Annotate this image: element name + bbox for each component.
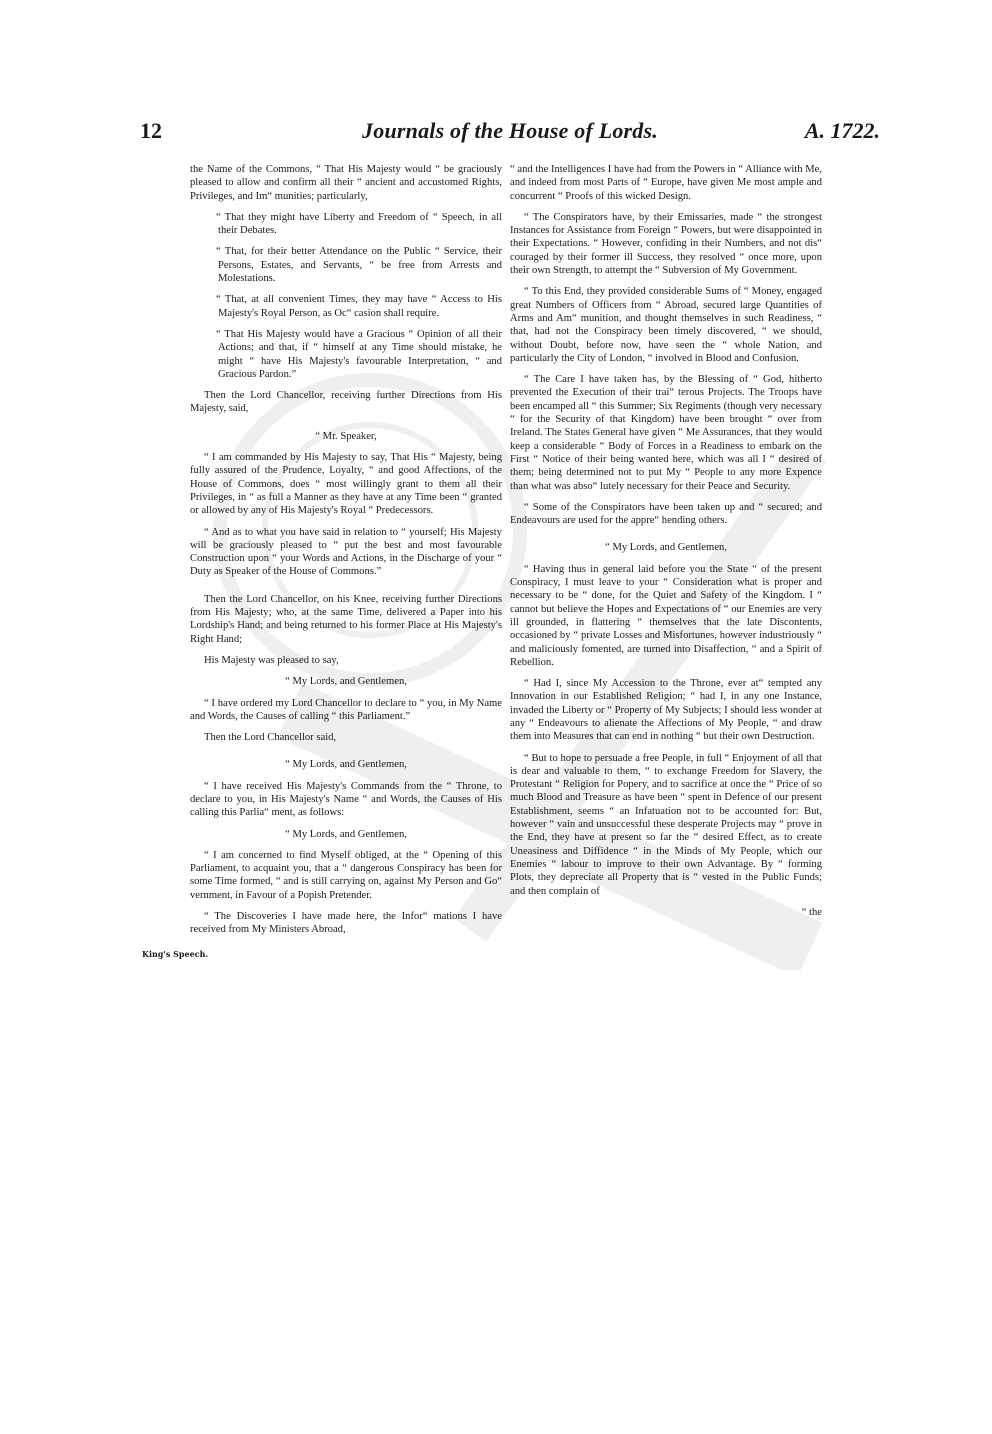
paragraph: “ Some of the Conspirators have been taken up and “ secured; and Endeavours are used for the appre“ hending others. xyxy=(510,501,822,527)
margin-note: King's Speech. xyxy=(142,949,209,959)
paragraph: “ That, for their better Attendance on the Public “ Service, their Persons, Estates, and Servants, “ be free from Arrests and Molestations. xyxy=(216,246,502,285)
paragraph: Then the Lord Chancellor, receiving further Directions from His Majesty, said, xyxy=(190,390,502,415)
paragraph: “ The Discoveries I have made here, the Infor“ mations I have received from My Ministers Abroad, xyxy=(190,911,502,936)
paragraph: “ I am concerned to find Myself obliged, at the “ Opening of this Parliament, to acquaint you, that a “ dangerous Conspiracy has been for some Time formed, “ and is still carrying on, against My Person and Go“ vernment, in Favour of a Popish Pretender. xyxy=(190,849,502,901)
paragraph: “ My Lords, and Gentlemen, xyxy=(605,542,727,554)
paragraph: “ Mr. Speaker, xyxy=(315,430,377,442)
paragraph: His Majesty was pleased to say, xyxy=(204,654,339,666)
paragraph: “ The Care I have taken has, by the Blessing of “ God, hitherto prevented the Execution of their trai“ terous Projects. The Troops have been encamped all “ this Summer; Six Regiments (though very necessary “ for the Security of that Kingdom) have been brought “ over from Ireland. The States General have given “ Me Assurances, that they would keep a considerable “ Body of Forces in a Readiness to embark on the First “ Notice of their being wanted here, which was all I “ desired of them; being determined not to put My “ People to any more Expence than what was abso“ lutely necessary for their Peace and Security. xyxy=(510,374,822,492)
paragraph: “ That they might have Liberty and Freedom of “ Speech, in all their Debates. xyxy=(216,211,502,237)
paragraph: “ I have ordered my Lord Chancellor to declare to “ you, in My Name and Words, the Causes of calling “ this Parliament.” xyxy=(190,697,502,722)
paragraph: the Name of the Commons, “ That His Majesty would “ be graciously pleased to allow and confirm all their “ ancient and accustomed Rights, Privileges, and Im“ munities; particularly, xyxy=(190,164,502,202)
left-column xyxy=(190,163,502,945)
paragraph: Then the Lord Chancellor, on his Knee, receiving further Directions from His Majesty; who, at the same Time, delivered a Paper into his Lordship's Hand; and being returned to his former Place at His Majesty's Right Hand; xyxy=(190,593,502,645)
paragraph: Then the Lord Chancellor said, xyxy=(204,732,337,744)
paragraph: “ That His Majesty would have a Gracious “ Opinion of all their Actions; and that, if “ himself at any Time should mistake, he might “ have His Majesty's favourable Interpretation, “ and Gracious Pardon.” xyxy=(216,328,502,380)
page-number: 12 xyxy=(140,118,162,143)
paragraph: “ My Lords, and Gentlemen, xyxy=(285,828,407,840)
paragraph: “ My Lords, and Gentlemen, xyxy=(285,759,407,771)
paragraph: “ Having thus in general laid before you the State “ of the present Conspiracy, I must leave to your “ Consideration what is proper and necessary to be “ done, for the Quiet and Safety of the Kingdom. I “ cannot but believe the Hopes and Expectations of “ our Enemies are very ill grounded, in flattering “ themselves that the late Discontents, occasioned by “ private Losses and Misfortunes, however industriously “ and maliciously fomented, are turned into Disaffection, “ and a Spirit of Rebellion. xyxy=(510,563,822,668)
paragraph: “ My Lords, and Gentlemen, xyxy=(285,676,407,688)
paragraph: “ I am commanded by His Majesty to say, That His “ Majesty, being fully assured of the Prudence, Loyalty, “ and good Affections, of the House of Commons, does “ most willingly grant to them all their Privileges, in “ as full a Manner as they have at any Time been “ granted or allowed by any of His Majesty's Royal “ Predecessors. xyxy=(190,452,502,517)
catchword: “ the xyxy=(801,906,822,918)
paragraph: “ and the Intelligences I have had from the Powers in “ Alliance with Me, and indeed from most Parts of “ Europe, have given Me most ample and concurrent “ Proofs of this wicked Design. xyxy=(510,164,822,202)
paragraph: “ That, at all convenient Times, they may have “ Access to His Majesty's Royal Person, as Oc“ casion shall require. xyxy=(216,294,502,319)
right-column xyxy=(510,163,822,919)
paragraph: “ Had I, since My Accession to the Throne, ever at“ tempted any Innovation in our Established Religion; “ had I, in any one Instance, invaded the Liberty or “ Property of My Subjects; I should less wonder at any “ Endeavours to alienate the Affections of My People, “ and draw them into Measures that can end in nothing “ but their own Destruction. xyxy=(510,678,822,743)
paragraph: “ The Conspirators have, by their Emissaries, made “ the strongest Instances for Assistance from Foreign “ Powers, but were disappointed in their Expectations. “ However, confiding in their Numbers, and not dis“ couraged by their former ill Success, they resolved “ once more, upon their own Strength, to attempt the “ Subversion of My Government. xyxy=(510,211,822,277)
paragraph: “ And as to what you have said in relation to “ yourself; His Majesty will be graciously pleased to “ put the best and most favourable Construction upon “ your Words and Actions, in the Discharge of your “ Duty as Speaker of the House of Commons.” xyxy=(190,526,502,578)
page-header xyxy=(140,118,880,158)
paragraph: “ I have received His Majesty's Commands from the “ Throne, to declare to you, in His Majesty's Name “ and Words, the Causes of His calling this Parlia“ ment, as follows: xyxy=(190,780,502,819)
year-heading: A. 1722. xyxy=(804,118,880,143)
running-title: Journals of the House of Lords. xyxy=(362,118,658,143)
paragraph: “ To this End, they provided considerable Sums of “ Money, engaged great Numbers of Officers from “ Abroad, secured large Quantities of Arms and Am“ munition, and thought themselves in such Readiness, “ that, had not the Conspiracy been timely discovered, “ we should, without Doubt, before now, have seen the “ whole Nation, and particularly the City of London, “ involved in Blood and Confusion. xyxy=(510,286,822,364)
paragraph: “ But to hope to persuade a free People, in full “ Enjoyment of all that is dear and valuable to them, “ to exchange Freedom for Slavery, the Protestant “ Religion for Popery, and to sacrifice at once the “ Price of so much Blood and Treasure as have been “ spent in Defence of our present Establishment, seems “ an Infatuation not to be accounted for: But, however “ vain and unsuccessful these desperate Projects may “ prove in the End, they have at present so far the “ desired Effect, as to create Uneasiness and Diffidence “ in the Minds of My People, which our Enemies “ labour to improve to their own Advantage. By “ forming Plots, they depreciate all Property that is “ vested in the Public Funds; and then complain of xyxy=(510,752,822,897)
